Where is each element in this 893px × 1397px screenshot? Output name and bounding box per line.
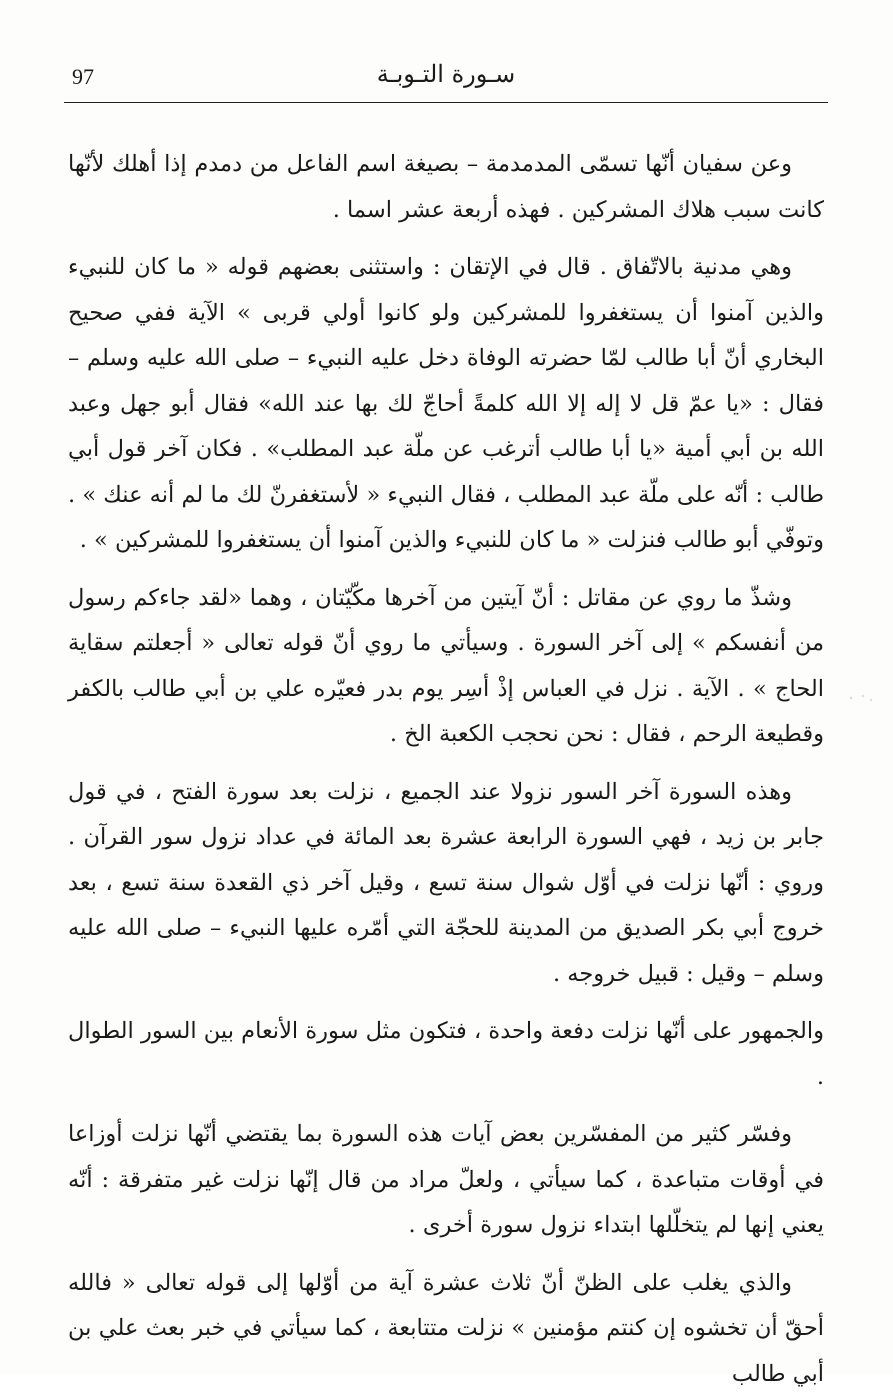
paragraph-2: وهي مدنية بالاتّفاق . قال في الإتقان : واستثنى بعضهم قوله « ما كان للنبيء والذين آمنوا أن يستغفروا للمشركين ولو كانوا أولي قربى » الآية ففي صحيح البخاري أنّ أبا طالب لمّا حضرته الوفاة دخل عليه النبيء – صلى الله عليه وسلم – فقال : «يا عمّ قل لا إله إلا الله كلمةً أحاجّ لك بها عند الله» فقال أبو جهل وعبد الله بن أبي أمية «يا أبا طالب أترغب عن ملّة عبد المطلب» . فكان آخر قول أبي طالب : أنّه على ملّة عبد المطلب ، فقال النبيء « لأستغفرنّ لك ما لم أنه عنك » . وتوفّي أبو طالب فنزلت « ما كان للنبيء والذين آمنوا أن يستغفروا للمشركين » . bbox=[68, 245, 824, 564]
paragraph-5: والجمهور على أنّها نزلت دفعة واحدة ، فتكون مثل سورة الأنعام بين السور الطوال . bbox=[68, 1009, 824, 1100]
paragraph-1: وعن سفيان أنّها تسمّى المدمدمة – بصيغة اسم الفاعل من دمدم إذا أهلك لأنّها كانت سبب هلاك المشركين . فهذه أربعة عشر اسما . bbox=[68, 142, 824, 233]
page-body bbox=[68, 142, 824, 1397]
paragraph-3: وشذّ ما روي عن مقاتل : أنّ آيتين من آخرها مكّيّتان ، وهما «لقد جاءكم رسول من أنفسكم » إلى آخر السورة . وسيأتي ما روي أنّ قوله تعالى « أجعلتم سقاية الحاج » . الآية . نزل في العباس إذْ أسِر يوم بدر فعيّره علي بن أبي طالب بالكفر وقطيعة الرحم ، فقال : نحن نحجب الكعبة الخ . bbox=[68, 576, 824, 758]
paragraph-7: والذي يغلب على الظنّ أنّ ثلاث عشرة آية من أوّلها إلى قوله تعالى « فالله أحقّ أن تخشوه إن كنتم مؤمنين » نزلت متتابعة ، كما سيأتي في خبر بعث علي بن أبي طالب bbox=[68, 1261, 824, 1397]
paragraph-4: وهذه السورة آخر السور نزولا عند الجميع ، نزلت بعد سورة الفتح ، في قول جابر بن زيد ، فهي السورة الرابعة عشرة بعد المائة في عداد نزول سور القرآن . وروي : أنّها نزلت في أوّل شوال سنة تسع ، وقيل آخر ذي القعدة سنة تسع ، بعد خروج أبي بكر الصديق من المدينة للحجّة التي أمّره عليها النبيء – صلى الله عليه وسلم – وقيل : قبيل خروجه . bbox=[68, 770, 824, 998]
running-title: سـورة التـوبـة bbox=[64, 60, 828, 88]
paragraph-6: وفسّر كثير من المفسّرين بعض آيات هذه السورة بما يقتضي أنّها نزلت أوزاعا في أوقات متباعدة ، كما سيأتي ، ولعلّ مراد من قال إنّها نزلت غير متفرقة : أنّه يعني إنها لم يتخلّلها ابتداء نزول سورة أخرى . bbox=[68, 1112, 824, 1249]
page-number: 97 bbox=[72, 64, 94, 90]
scan-speckle bbox=[839, 688, 879, 708]
page-header bbox=[64, 60, 828, 104]
header-rule bbox=[64, 102, 828, 103]
